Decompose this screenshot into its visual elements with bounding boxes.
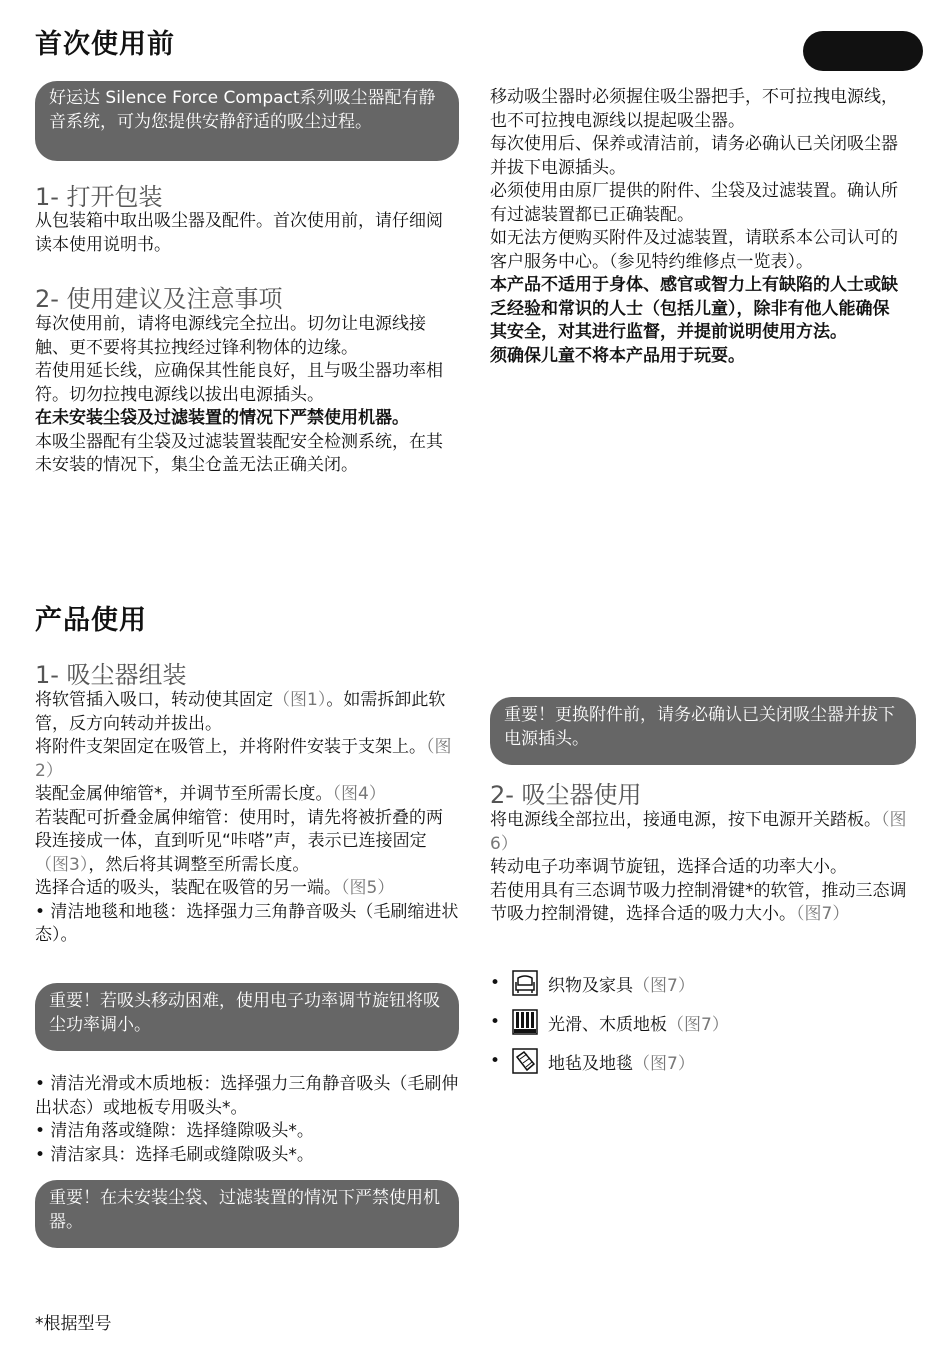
- power-warning-text: 重要！若吸头移动困难，使用电子功率调节旋钮将吸尘功率调小。: [49, 991, 440, 1035]
- bag-warning-box: [35, 1180, 459, 1248]
- unpack-heading: 1- 打开包装: [35, 183, 163, 211]
- wood-floor-icon: [512, 1009, 538, 1035]
- assembly-heading: 1- 吸尘器组装: [35, 661, 187, 689]
- advice-heading: 2- 使用建议及注意事项: [35, 285, 283, 313]
- assembly-p4: 若装配可折叠金属伸缩管：使用时，请先将被折叠的两段连接成一体，直到听见“咔嗒”声，表示已连接固定（图3），然后将其调整至所需长度。: [35, 807, 443, 875]
- safety-p4: 如无法方便购买附件及过滤装置，请联系本公司认可的客户服务中心。（参见特约维修点一览表）。: [490, 228, 898, 272]
- bag-warning-text: 重要！在未安装尘袋、过滤装置的情况下严禁使用机器。: [49, 1188, 440, 1232]
- footnote: *根据型号: [35, 1314, 112, 1334]
- mode-item-fabric: [490, 968, 910, 998]
- advice-warning: 在未安装尘袋及过滤装置的情况下严禁使用机器。: [35, 408, 409, 428]
- fig1-ref: （图1）: [273, 690, 327, 710]
- mode-ref-carpet: （图7）: [633, 1053, 695, 1074]
- assembly-p3: 装配金属伸缩管*，并调节至所需长度。（图4）: [35, 784, 386, 804]
- intro-box-text: 好运达 Silence Force Compact系列吸尘器配有静音系统，可为您提供安静舒适的吸尘过程。: [49, 88, 436, 132]
- section-title-before-first-use: 首次使用前: [35, 29, 175, 60]
- change-accessory-text: 重要！更换附件前，请务必确认已关闭吸尘器并拔下电源插头。: [504, 705, 895, 749]
- mode-label-fabric: 织物及家具: [548, 975, 633, 996]
- advice-p2: 若使用延长线，应确保其性能良好，且与吸尘器功率相符。切勿拉拽电源线以拔出电源插头。: [35, 361, 443, 405]
- mode-label-carpet: 地毡及地毯: [548, 1053, 633, 1074]
- armchair-icon: [512, 970, 538, 996]
- right-column-safety: [490, 86, 902, 368]
- bullet-furniture: • 清洁家具：选择毛刷或缝隙吸头*。: [35, 1144, 314, 1165]
- advice-body: [35, 313, 459, 478]
- suction-mode-list: [490, 968, 910, 1076]
- mode-ref-fabric: （图7）: [633, 975, 695, 996]
- advice-p4: 本吸尘器配有尘袋及过滤装置装配安全检测系统，在其未安装的情况下，集尘仓盖无法正确关闭。: [35, 431, 443, 475]
- safety-p6: 须确保儿童不将本产品用于玩耍。: [490, 345, 745, 366]
- assembly-bullet1: • 清洁地毯和地毯：选择强力三角静音吸头（毛刷缩进状态）。: [35, 901, 459, 945]
- intro-box: [35, 81, 459, 161]
- assembly-p1: 将软管插入吸口，转动使其固定（图1）。如需拆卸此软管，反方向转动并拔出。: [35, 690, 446, 734]
- safety-p1: 移动吸尘器时必须握住吸尘器把手，不可拉拽电源线，也不可拉拽电源线以提起吸尘器。: [490, 87, 898, 131]
- bullet-dot: •: [490, 1051, 501, 1071]
- fig6-ref: （图6）: [490, 810, 907, 854]
- floor-bullets: [35, 1073, 459, 1167]
- usage-p3: 若使用具有三态调节吸力控制滑键*的软管，推动三态调节吸力控制滑键，选择合适的吸力大小。（图7）: [490, 880, 907, 924]
- bullet-smooth-floor: • 清洁光滑或木质地板：选择强力三角静音吸头（毛刷伸出状态）或地板专用吸头*。: [35, 1074, 459, 1118]
- carpet-icon: [512, 1048, 538, 1074]
- mode-item-carpet: [490, 1046, 910, 1076]
- language-tab: [803, 31, 923, 71]
- fig7-ref: （图7）: [796, 904, 850, 924]
- usage-p2: 转动电子功率调节旋钮，选择合适的功率大小。: [490, 857, 847, 877]
- section-title-product-use: 产品使用: [35, 605, 147, 636]
- fig4-ref: （图4）: [332, 784, 386, 804]
- safety-p2: 每次使用后、保养或清洁前，请务必确认已关闭吸尘器并拔下电源插头。: [490, 134, 898, 178]
- assembly-p2: 将附件支架固定在吸管上，并将附件安装于支架上。（图2）: [35, 737, 452, 781]
- mode-item-wood-floor: [490, 1007, 910, 1037]
- fig3-ref: （图3）: [35, 854, 89, 875]
- change-accessory-box: [490, 697, 916, 765]
- assembly-p5: 选择合适的吸头，装配在吸管的另一端。（图5）: [35, 878, 395, 898]
- bullet-corners: • 清洁角落或缝隙：选择缝隙吸头*。: [35, 1121, 314, 1141]
- bullet-dot: •: [490, 973, 501, 993]
- safety-p3: 必须使用由原厂提供的附件、尘袋及过滤装置。确认所有过滤装置都已正确装配。: [490, 181, 898, 225]
- assembly-body: [35, 689, 459, 948]
- power-warning-box: [35, 983, 459, 1051]
- usage-p1: 将电源线全部拉出，接通电源，按下电源开关踏板。（图6）: [490, 810, 907, 854]
- usage-body: [490, 809, 910, 927]
- advice-p1: 每次使用前，请将电源线完全拉出。切勿让电源线接触、更不要将其拉拽经过锋利物体的边缘。: [35, 314, 426, 358]
- mode-label-wood-floor: 光滑、木质地板: [548, 1014, 667, 1035]
- safety-p5: 本产品不适用于身体、感官或智力上有缺陷的人士或缺乏经验和常识的人士（包括儿童），除非有他人能确保其安全，对其进行监督，并提前说明使用方法。: [490, 275, 898, 342]
- fig2-ref: （图2）: [35, 737, 452, 781]
- usage-heading: 2- 吸尘器使用: [490, 781, 642, 809]
- bullet-dot: •: [490, 1012, 501, 1032]
- fig5-ref: （图5）: [341, 878, 395, 898]
- mode-ref-wood-floor: （图7）: [667, 1014, 729, 1035]
- unpack-text: 从包装箱中取出吸尘器及配件。首次使用前，请仔细阅读本使用说明书。: [35, 211, 443, 255]
